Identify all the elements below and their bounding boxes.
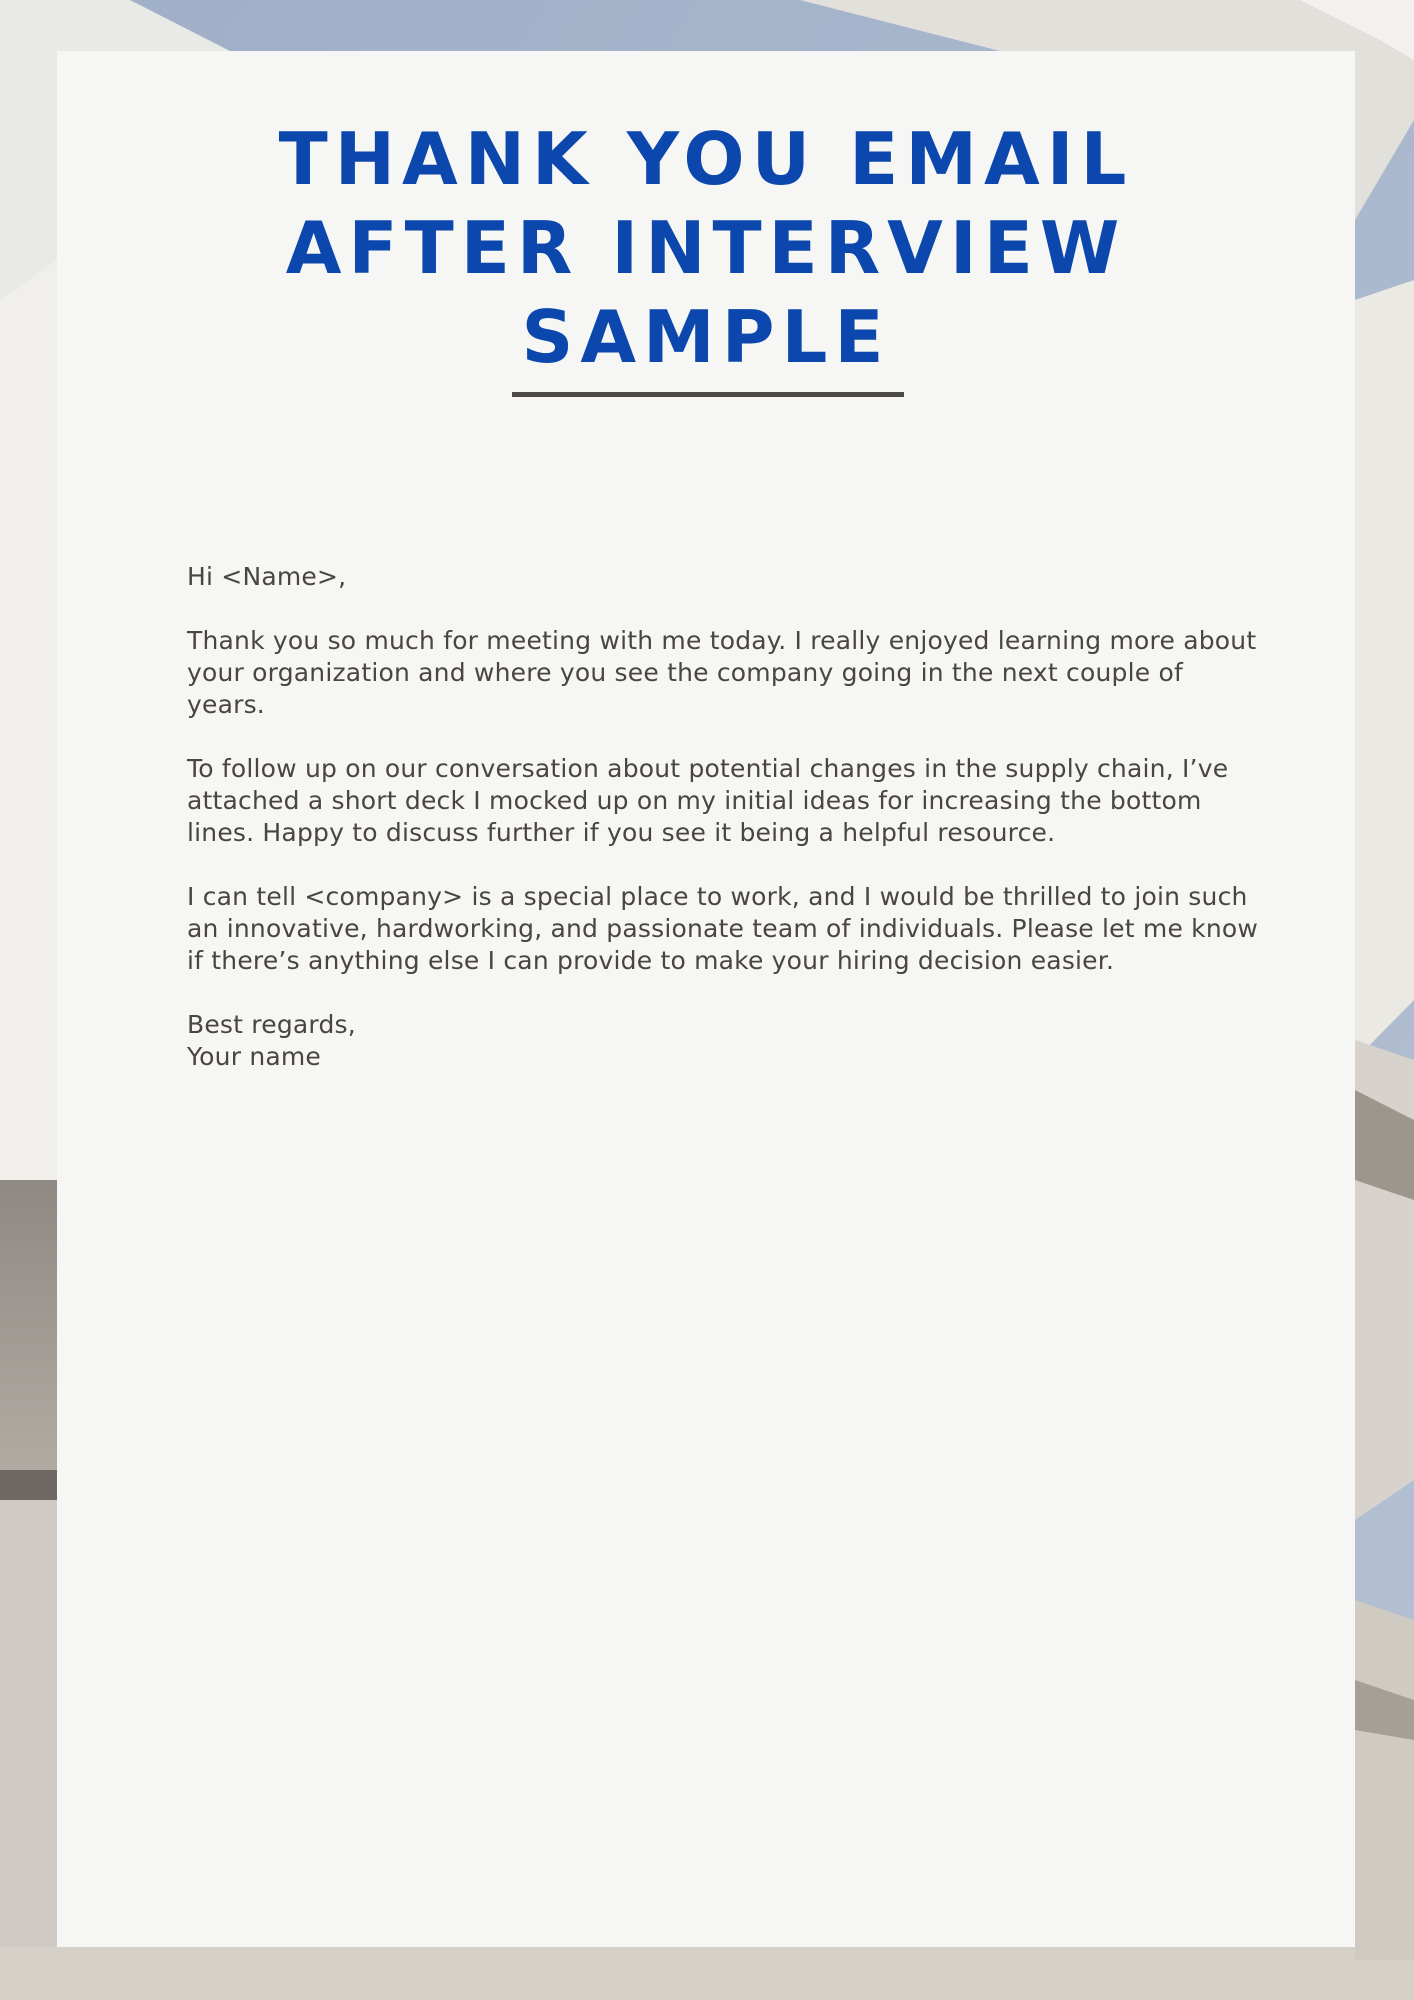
closing: Best regards, bbox=[187, 1010, 356, 1039]
letter-paper bbox=[57, 51, 1355, 1947]
title-line-2: AFTER INTERVIEW bbox=[285, 206, 1127, 290]
paragraph-1: Thank you so much for meeting with me today. I really enjoyed learning more about your organization and where you see the company going in the next couple of years. bbox=[187, 626, 1257, 719]
paragraph-3: I can tell <company> is a special place to work, and I would be thrilled to join such an innovative, hardworking, and passionate team of individuals. Please let me know if there’s anything else I can provide to make your hiring decision easier. bbox=[187, 882, 1259, 975]
paragraph-2: To follow up on our conversation about potential changes in the supply chain, I’ve attached a short deck I mocked up on my initial ideas for increasing the bottom lines. Happy to discuss further if you see it being a helpful resource. bbox=[187, 754, 1229, 847]
sign-off bbox=[187, 1009, 1267, 1073]
greeting: Hi <Name>, bbox=[187, 562, 347, 591]
email-body bbox=[187, 561, 1267, 1105]
title-underline-divider bbox=[512, 392, 904, 397]
signature: Your name bbox=[187, 1042, 322, 1071]
title-line-1: THANK YOU EMAIL bbox=[278, 117, 1134, 201]
document-title bbox=[57, 115, 1355, 382]
title-line-3: SAMPLE bbox=[521, 295, 891, 379]
